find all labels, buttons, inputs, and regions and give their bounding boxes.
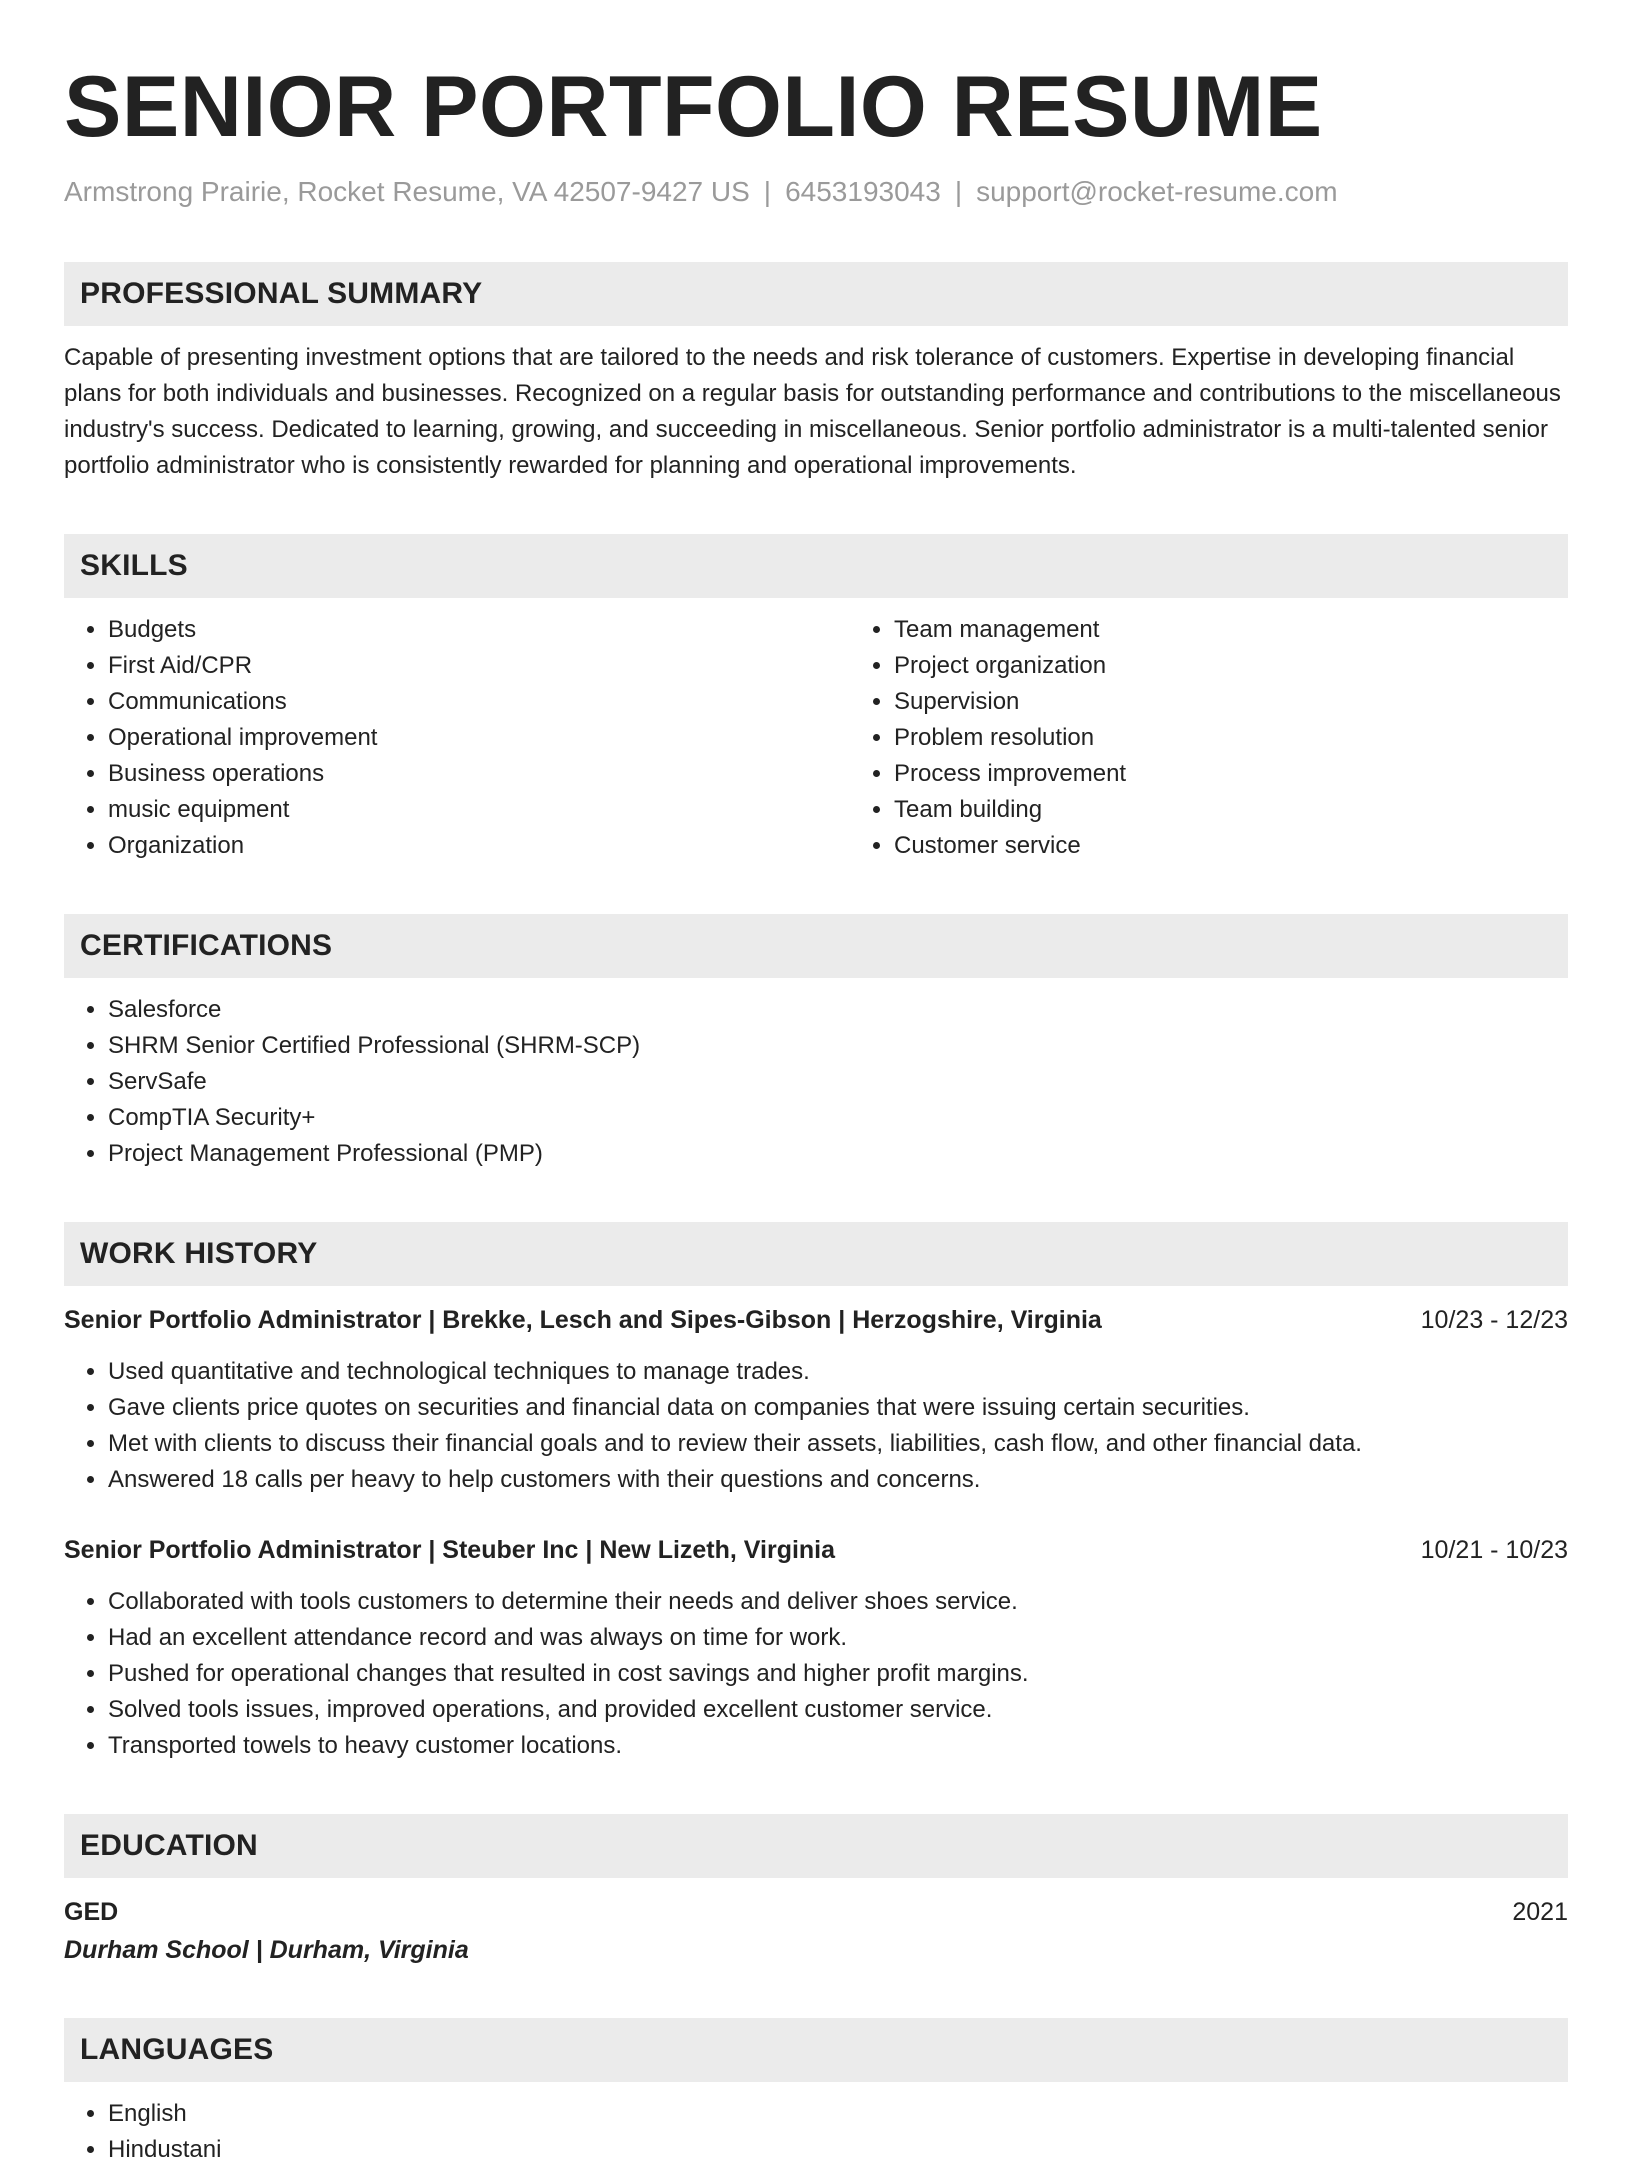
education-year: 2021	[1512, 1898, 1568, 1927]
certification-item: • Project Management Professional (PMP)	[108, 1136, 1568, 1172]
job-dates: 10/21 - 10/23	[1420, 1536, 1568, 1565]
skill-item: • Business operations	[108, 756, 850, 792]
certifications-list	[64, 992, 1568, 1172]
work-history-heading: WORK HISTORY	[64, 1222, 1568, 1286]
contact-email: support@rocket-resume.com	[976, 176, 1338, 207]
job-bullets	[64, 1354, 1568, 1498]
skill-item: • First Aid/CPR	[108, 648, 850, 684]
work-history-section	[64, 1222, 1568, 1764]
languages-section	[64, 2018, 1568, 2168]
summary-text: Capable of presenting investment options that are tailored to the needs and risk tolerance of customers. Expertise in developing financial plans for both individuals and businesses. Recognized on a regular basis for outstanding performance and contributions to the miscellaneous industry's success. Dedicated to learning, growing, and succeeding in miscellaneous. Senior portfolio administrator is a multi-talented senior portfolio administrator who is consistently rewarded for planning and operational improvements.	[64, 344, 1561, 480]
skill-item: • Customer service	[894, 828, 1568, 864]
skill-item: • Budgets	[108, 612, 850, 648]
job-bullet: • Had an excellent attendance record and was always on time for work.	[108, 1620, 1568, 1656]
job-bullet: • Answered 18 calls per heavy to help customers with their questions and concerns.	[108, 1462, 1568, 1498]
skill-item: • Communications	[108, 684, 850, 720]
job-bullet: • Transported towels to heavy customer locations.	[108, 1728, 1568, 1764]
job-bullet: • Met with clients to discuss their financial goals and to review their assets, liabilities, cash flow, and other financial data.	[108, 1426, 1568, 1462]
certification-item: • Salesforce	[108, 992, 1568, 1028]
summary-section	[64, 262, 1568, 484]
job-bullet: • Solved tools issues, improved operations, and provided excellent customer service.	[108, 1692, 1568, 1728]
certifications-section	[64, 914, 1568, 1172]
contact-phone: 6453193043	[785, 176, 941, 207]
skill-item: • music equipment	[108, 792, 850, 828]
job-entry	[64, 1302, 1568, 1498]
job-bullet: • Used quantitative and technological techniques to manage trades.	[108, 1354, 1568, 1390]
job-entry	[64, 1532, 1568, 1764]
skill-item: • Operational improvement	[108, 720, 850, 756]
language-item: • English	[108, 2096, 1568, 2132]
skill-item: • Supervision	[894, 684, 1568, 720]
summary-heading: PROFESSIONAL SUMMARY	[64, 262, 1568, 326]
contact-separator: |	[763, 176, 772, 207]
certifications-heading: CERTIFICATIONS	[64, 914, 1568, 978]
skills-heading: SKILLS	[64, 534, 1568, 598]
certification-item: • CompTIA Security+	[108, 1100, 1568, 1136]
skill-item: • Project organization	[894, 648, 1568, 684]
skill-item: • Team management	[894, 612, 1568, 648]
job-bullet: • Gave clients price quotes on securities and financial data on companies that were issuing certain securities.	[108, 1390, 1568, 1426]
job-dates: 10/23 - 12/23	[1420, 1306, 1568, 1335]
education-school: Durham School | Durham, Virginia	[64, 1936, 469, 1965]
skills-grid	[64, 612, 1568, 864]
skills-list-left	[64, 612, 850, 864]
job-bullet: • Pushed for operational changes that resulted in cost savings and higher profit margins.	[108, 1656, 1568, 1692]
education-header	[64, 1894, 1568, 1930]
job-bullets	[64, 1584, 1568, 1764]
job-header	[64, 1532, 1568, 1568]
skill-item: • Organization	[108, 828, 850, 864]
contact-separator: |	[954, 176, 963, 207]
languages-heading: LANGUAGES	[64, 2018, 1568, 2082]
job-header	[64, 1302, 1568, 1338]
certification-item: • ServSafe	[108, 1064, 1568, 1100]
skill-item: • Process improvement	[894, 756, 1568, 792]
language-item: • Hindustani	[108, 2132, 1568, 2168]
education-degree: GED	[64, 1898, 119, 1927]
skills-section	[64, 534, 1568, 864]
job-bullet: • Collaborated with tools customers to determine their needs and deliver shoes service.	[108, 1584, 1568, 1620]
contact-address: Armstrong Prairie, Rocket Resume, VA 42507-9427 US	[64, 176, 750, 207]
resume-title: SENIOR PORTFOLIO RESUME	[64, 59, 1323, 155]
skill-item: • Team building	[894, 792, 1568, 828]
job-title: Senior Portfolio Administrator | Steuber Inc | New Lizeth, Virginia	[64, 1536, 836, 1565]
skill-item: • Problem resolution	[894, 720, 1568, 756]
education-heading: EDUCATION	[64, 1814, 1568, 1878]
job-title: Senior Portfolio Administrator | Brekke, Lesch and Sipes-Gibson | Herzogshire, Virginia	[64, 1306, 1102, 1335]
skills-list-right	[850, 612, 1568, 864]
education-section	[64, 1814, 1568, 1968]
languages-list	[64, 2096, 1568, 2168]
certification-item: • SHRM Senior Certified Professional (SHRM-SCP)	[108, 1028, 1568, 1064]
contact-line	[64, 174, 1568, 210]
